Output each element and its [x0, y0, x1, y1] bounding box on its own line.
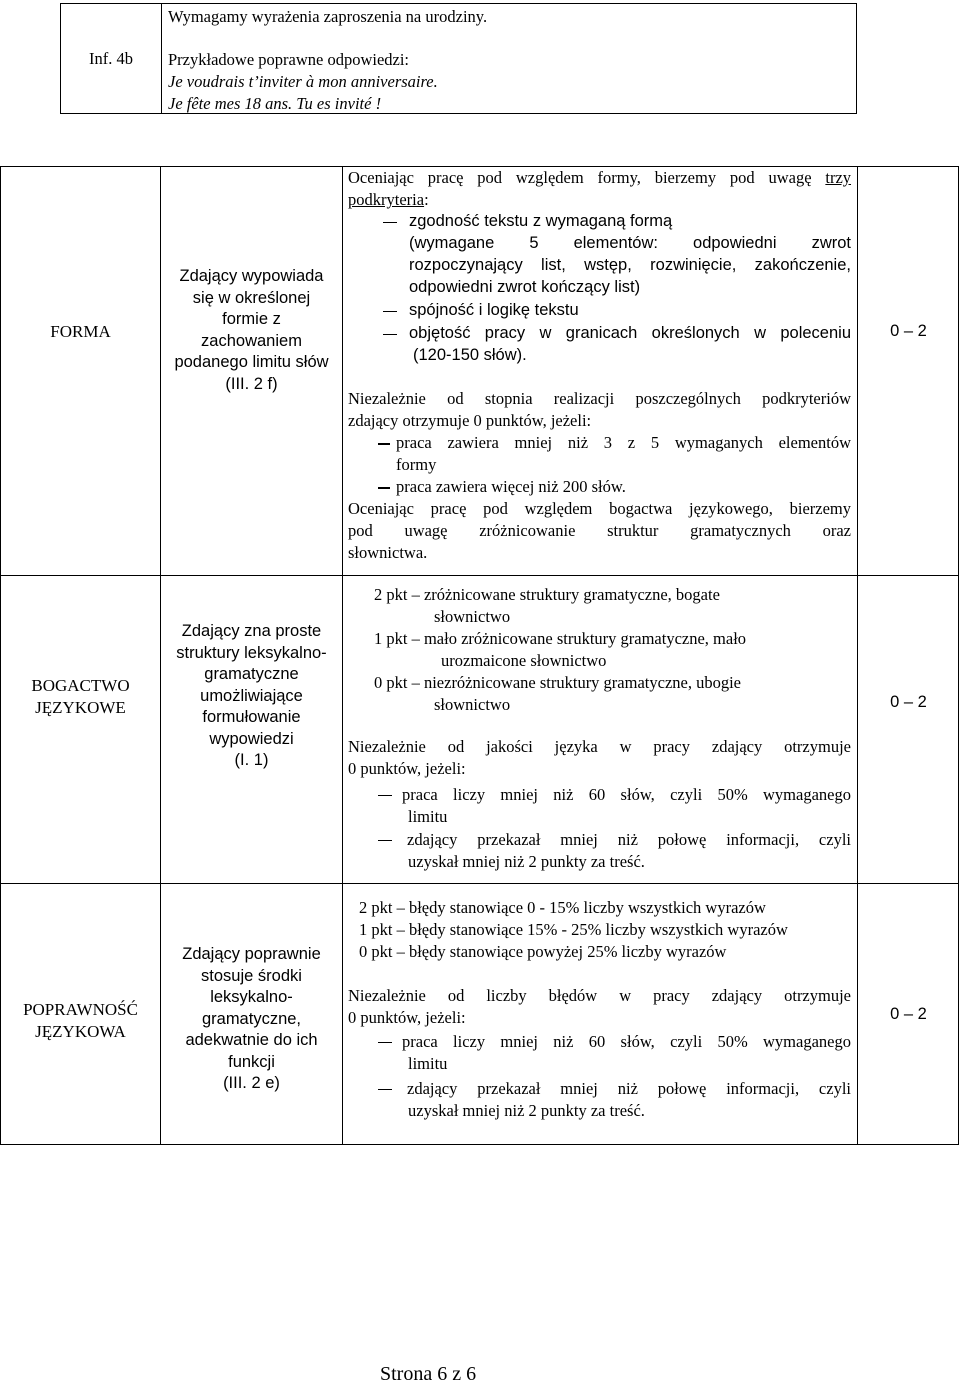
forma-subcriteria-underlined: podkryteria — [348, 190, 425, 209]
table-col-line — [342, 166, 343, 1145]
forma-intro-underlined: trzy — [825, 168, 852, 187]
requirement-line: się w określonej — [192, 288, 311, 307]
score-poprawnosc: 0 – 2 — [890, 1004, 927, 1023]
poprawnosc-level-1: 1 pkt – błędy stanowiące 15% - 25% liczby wszystkich wyrazów — [359, 920, 788, 939]
requirement-forma — [161, 266, 342, 395]
forma-zero-intro-line: zdający otrzymuje 0 punktów, jeżeli: — [348, 411, 592, 430]
bogactwo-level-2: 2 pkt – zróżnicowane struktury gramatyczne, bogate — [374, 585, 720, 604]
forma-zero-1-line: formy — [396, 455, 437, 474]
requirement-line: (I. 1) — [234, 751, 269, 769]
info-answer-2: Je fête mes 18 ans. Tu es invité ! — [168, 94, 382, 113]
forma-bullet-3: objętość pracy w granicach określonych w poleceniu — [409, 324, 851, 342]
requirement-line: adekwatnie do ich — [185, 1031, 318, 1049]
criterion-bogactwo — [1, 675, 160, 718]
bogactwo-level-0-line: słownictwo — [434, 695, 511, 714]
info-title: Wymagamy wyrażenia zaproszenia na urodziny. — [168, 7, 488, 26]
requirement-line: formułowanie — [202, 708, 301, 726]
requirement-line: podanego limitu słów — [174, 353, 329, 371]
forma-intro-colon: : — [424, 190, 429, 209]
table-row-line — [0, 575, 959, 576]
requirement-line: struktury leksykalno- — [176, 643, 327, 662]
bogactwo-zero-intro: Niezależnie od jakości języka w pracy zdający otrzymuje — [348, 737, 851, 756]
page-number: Strona 6 z 6 — [380, 1363, 477, 1385]
forma-bullet-1: zgodność tekstu z wymaganą formą — [409, 212, 673, 230]
forma-bullet-3-line: (120-150 słów). — [413, 346, 527, 364]
bogactwo-zero-2: zdający przekazał mniej niż połowę informacji, czyli — [407, 830, 851, 849]
requirement-line: Zdający wypowiada — [179, 267, 324, 285]
requirement-bogactwo — [161, 621, 342, 772]
requirement-line: leksykalno- — [210, 988, 293, 1006]
dash-bullet — [378, 443, 390, 445]
poprawnosc-zero-intro-line: 0 punktów, jeżeli: — [348, 1008, 466, 1027]
forma-bullet-1-line: rozpoczynający list, wstęp, rozwinięcie, zakończenie, — [409, 256, 851, 274]
bogactwo-intro: Oceniając pracę pod względem bogactwa językowego, bierzemy — [348, 499, 851, 518]
dash-bullet — [383, 222, 397, 223]
requirement-line: (III. 2 e) — [223, 1074, 280, 1092]
info-answer-1: Je voudrais t’inviter à mon anniversaire. — [168, 72, 438, 91]
requirement-line: (III. 2 f) — [225, 374, 278, 393]
criterion-poprawnosc — [1, 999, 160, 1042]
score-bogactwo: 0 – 2 — [890, 693, 927, 712]
dash-bullet — [383, 334, 397, 335]
forma-bullet-1-line: (wymagane 5 elementów: odpowiedni zwrot — [409, 234, 851, 252]
requirement-line: wypowiedzi — [209, 729, 294, 748]
dash-bullet — [378, 487, 390, 489]
requirement-line: funkcji — [228, 1052, 275, 1071]
requirement-line: Zdający poprawnie — [182, 945, 321, 963]
forma-bullet-1-line: odpowiedni zwrot kończący list) — [409, 278, 641, 296]
dash-bullet — [378, 795, 392, 796]
criterion-line: BOGACTWO — [31, 676, 130, 695]
forma-zero-intro: Niezależnie od stopnia realizacji poszczególnych podkryteriów — [348, 389, 851, 408]
dash-bullet — [378, 840, 392, 841]
forma-bullet-2: spójność i logikę tekstu — [409, 301, 579, 319]
bogactwo-intro-line: pod uwagę zróżnicowanie struktur gramatycznych oraz — [348, 521, 851, 540]
forma-zero-1: praca zawiera mniej niż 3 z 5 wymaganych elementów — [396, 433, 851, 452]
requirement-line: gramatyczne, — [201, 1009, 302, 1028]
requirement-line: stosuje środki — [201, 966, 302, 985]
requirement-line: umożliwiające — [200, 686, 303, 705]
poprawnosc-zero-intro: Niezależnie od liczby błędów w pracy zdający otrzymuje — [348, 986, 851, 1005]
criterion-line: POPRAWNOŚĆ — [23, 1000, 138, 1019]
forma-intro-line-2 — [348, 189, 429, 211]
requirement-line: Zdający zna proste — [181, 622, 322, 640]
poprawnosc-zero-2-line: uzyskał mniej niż 2 punkty za treść. — [408, 1101, 645, 1120]
dash-bullet — [378, 1089, 392, 1090]
poprawnosc-zero-1: praca liczy mniej niż 60 słów, czyli 50% wymaganego — [402, 1032, 851, 1051]
dash-bullet — [378, 1042, 392, 1043]
info-label: Inf. 4b — [89, 48, 133, 68]
requirement-line: formie z — [222, 310, 281, 328]
forma-intro-text: Oceniając pracę pod względem formy, bierzemy pod uwagę — [348, 168, 812, 187]
dash-bullet — [383, 311, 397, 312]
requirement-line: gramatyczne — [204, 665, 299, 683]
info-box-divider — [161, 3, 162, 114]
criterion-line: JĘZYKOWE — [35, 697, 126, 717]
requirement-line: zachowaniem — [201, 331, 302, 350]
requirement-poprawnosc — [161, 944, 342, 1095]
poprawnosc-zero-1-line: limitu — [408, 1054, 448, 1073]
bogactwo-level-2-line: słownictwo — [434, 607, 511, 626]
poprawnosc-level-2: 2 pkt – błędy stanowiące 0 - 15% liczby wszystkich wyrazów — [359, 898, 766, 917]
criterion-line: JĘZYKOWA — [35, 1021, 126, 1041]
poprawnosc-zero-2: zdający przekazał mniej niż połowę informacji, czyli — [407, 1079, 851, 1098]
poprawnosc-level-0: 0 pkt – błędy stanowiące powyżej 25% liczby wyrazów — [359, 942, 727, 961]
bogactwo-level-1-line: urozmaicone słownictwo — [441, 651, 607, 670]
bogactwo-zero-2-line: uzyskał mniej niż 2 punkty za treść. — [408, 852, 645, 871]
forma-zero-2: praca zawiera więcej niż 200 słów. — [396, 477, 626, 496]
bogactwo-zero-1: praca liczy mniej niż 60 słów, czyli 50% wymaganego — [402, 785, 851, 804]
info-answers-heading: Przykładowe poprawne odpowiedzi: — [168, 50, 410, 69]
forma-intro-line-1 — [348, 167, 851, 189]
bogactwo-zero-1-line: limitu — [408, 807, 448, 826]
bogactwo-zero-intro-line: 0 punktów, jeżeli: — [348, 759, 466, 778]
bogactwo-intro-line: słownictwa. — [348, 543, 428, 562]
table-row-line — [0, 883, 959, 884]
bogactwo-level-0: 0 pkt – niezróżnicowane struktury gramatyczne, ubogie — [374, 673, 741, 692]
score-forma: 0 – 2 — [890, 322, 927, 341]
bogactwo-level-1: 1 pkt – mało zróżnicowane struktury gramatyczne, mało — [374, 629, 747, 648]
criterion-forma: FORMA — [50, 322, 111, 342]
